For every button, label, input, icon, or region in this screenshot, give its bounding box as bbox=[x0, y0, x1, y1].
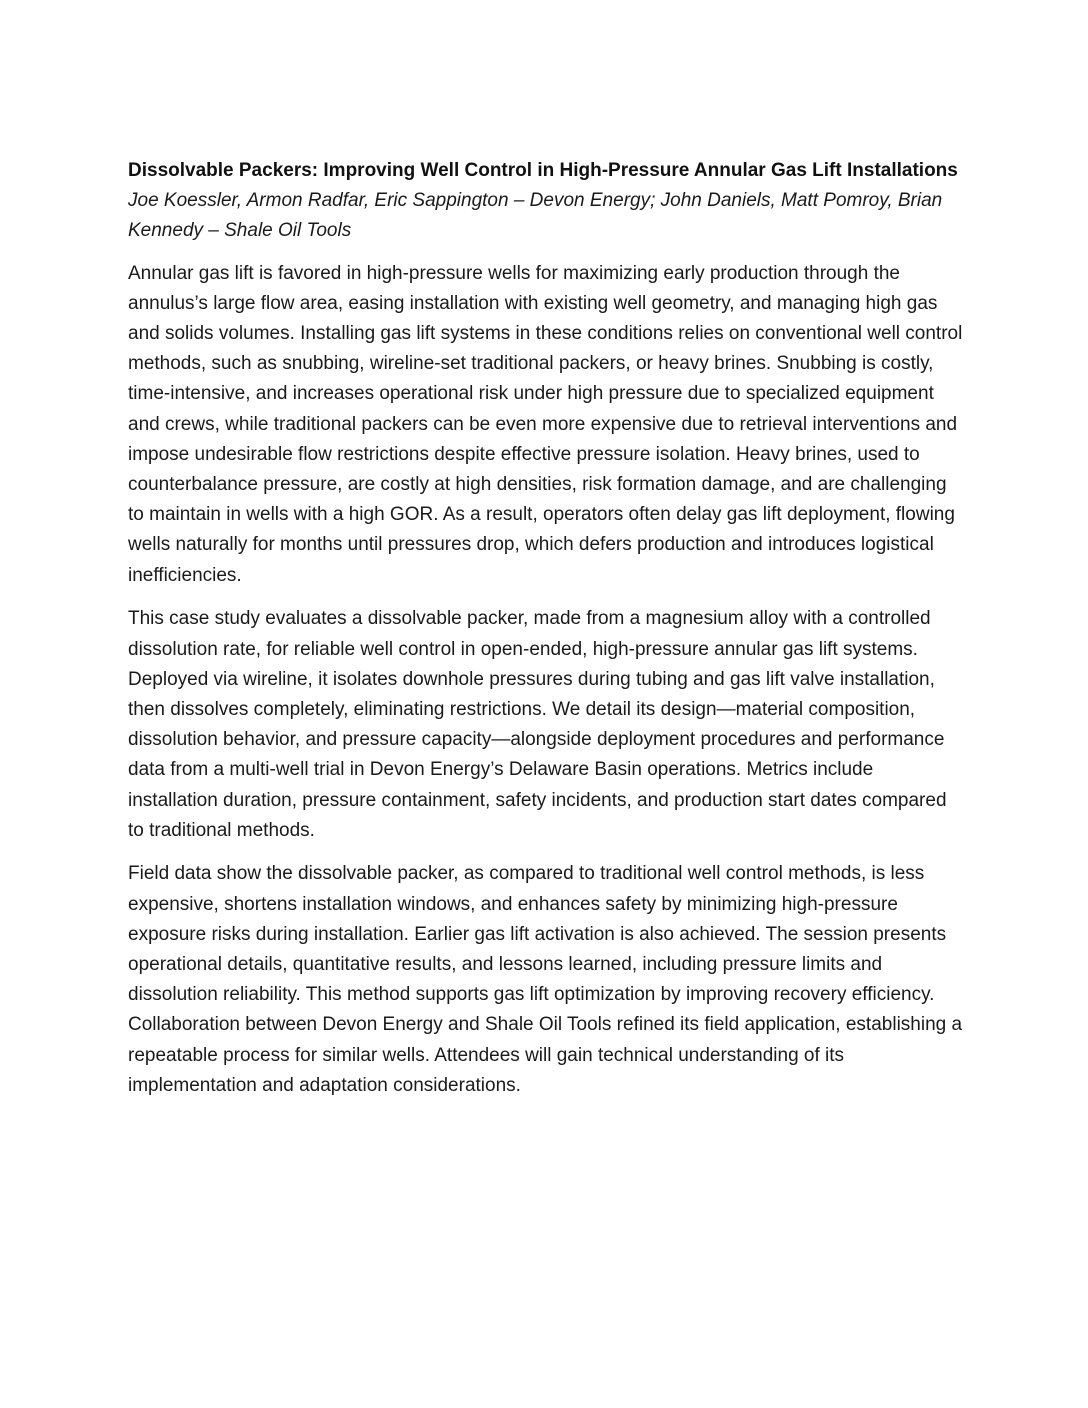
body-paragraph-1: Annular gas lift is favored in high-pressure wells for maximizing early production through the annulus’s large flow area, easing installation with existing well geometry, and managing high gas and solids volumes. Installing gas lift systems in these conditions relies on conventional well control methods, such as snubbing, wireline-set traditional packers, or heavy brines. Snubbing is costly, time-intensive, and increases operational risk under high pressure due to specialized equipment and crews, while traditional packers can be even more expensive due to retrieval interventions and impose undesirable flow restrictions despite effective pressure isolation. Heavy brines, used to counterbalance pressure, are costly at high densities, risk formation damage, and are challenging to maintain in wells with a high GOR. As a result, operators often delay gas lift deployment, flowing wells naturally for months until pressures drop, which defers production and introduces logistical inefficiencies. bbox=[128, 262, 963, 586]
author-list: Joe Koessler, Armon Radfar, Eric Sappington – Devon Energy; John Daniels, Matt Pomroy, Brian Kennedy – Shale Oil Tools bbox=[128, 190, 943, 242]
abstract-title: Dissolvable Packers: Improving Well Control in High-Pressure Annular Gas Lift Installations bbox=[128, 160, 958, 181]
body-paragraph-2: This case study evaluates a dissolvable packer, made from a magnesium alloy with a controlled dissolution rate, for reliable well control in open-ended, high-pressure annular gas lift systems. Deployed via wireline, it isolates downhole pressures during tubing and gas lift valve installation, then dissolves completely, eliminating restrictions. We detail its design—material composition, dissolution behavior, and pressure capacity—alongside deployment procedures and performance data from a multi-well trial in Devon Energy’s Delaware Basin operations. Metrics include installation duration, pressure containment, safety incidents, and production start dates compared to traditional methods. bbox=[128, 608, 947, 841]
body-paragraph-3: Field data show the dissolvable packer, as compared to traditional well control methods, is less expensive, shortens installation windows, and enhances safety by minimizing high-pressure exposure risks during installation. Earlier gas lift activation is also achieved. The session presents operational details, quantitative results, and lessons learned, including pressure limits and dissolution reliability. This method supports gas lift optimization by improving recovery efficiency. Collaboration between Devon Energy and Shale Oil Tools refined its field application, establishing a repeatable process for similar wells. Attendees will gain technical understanding of its implementation and adaptation considerations. bbox=[128, 863, 963, 1096]
abstract-content bbox=[128, 156, 963, 1115]
